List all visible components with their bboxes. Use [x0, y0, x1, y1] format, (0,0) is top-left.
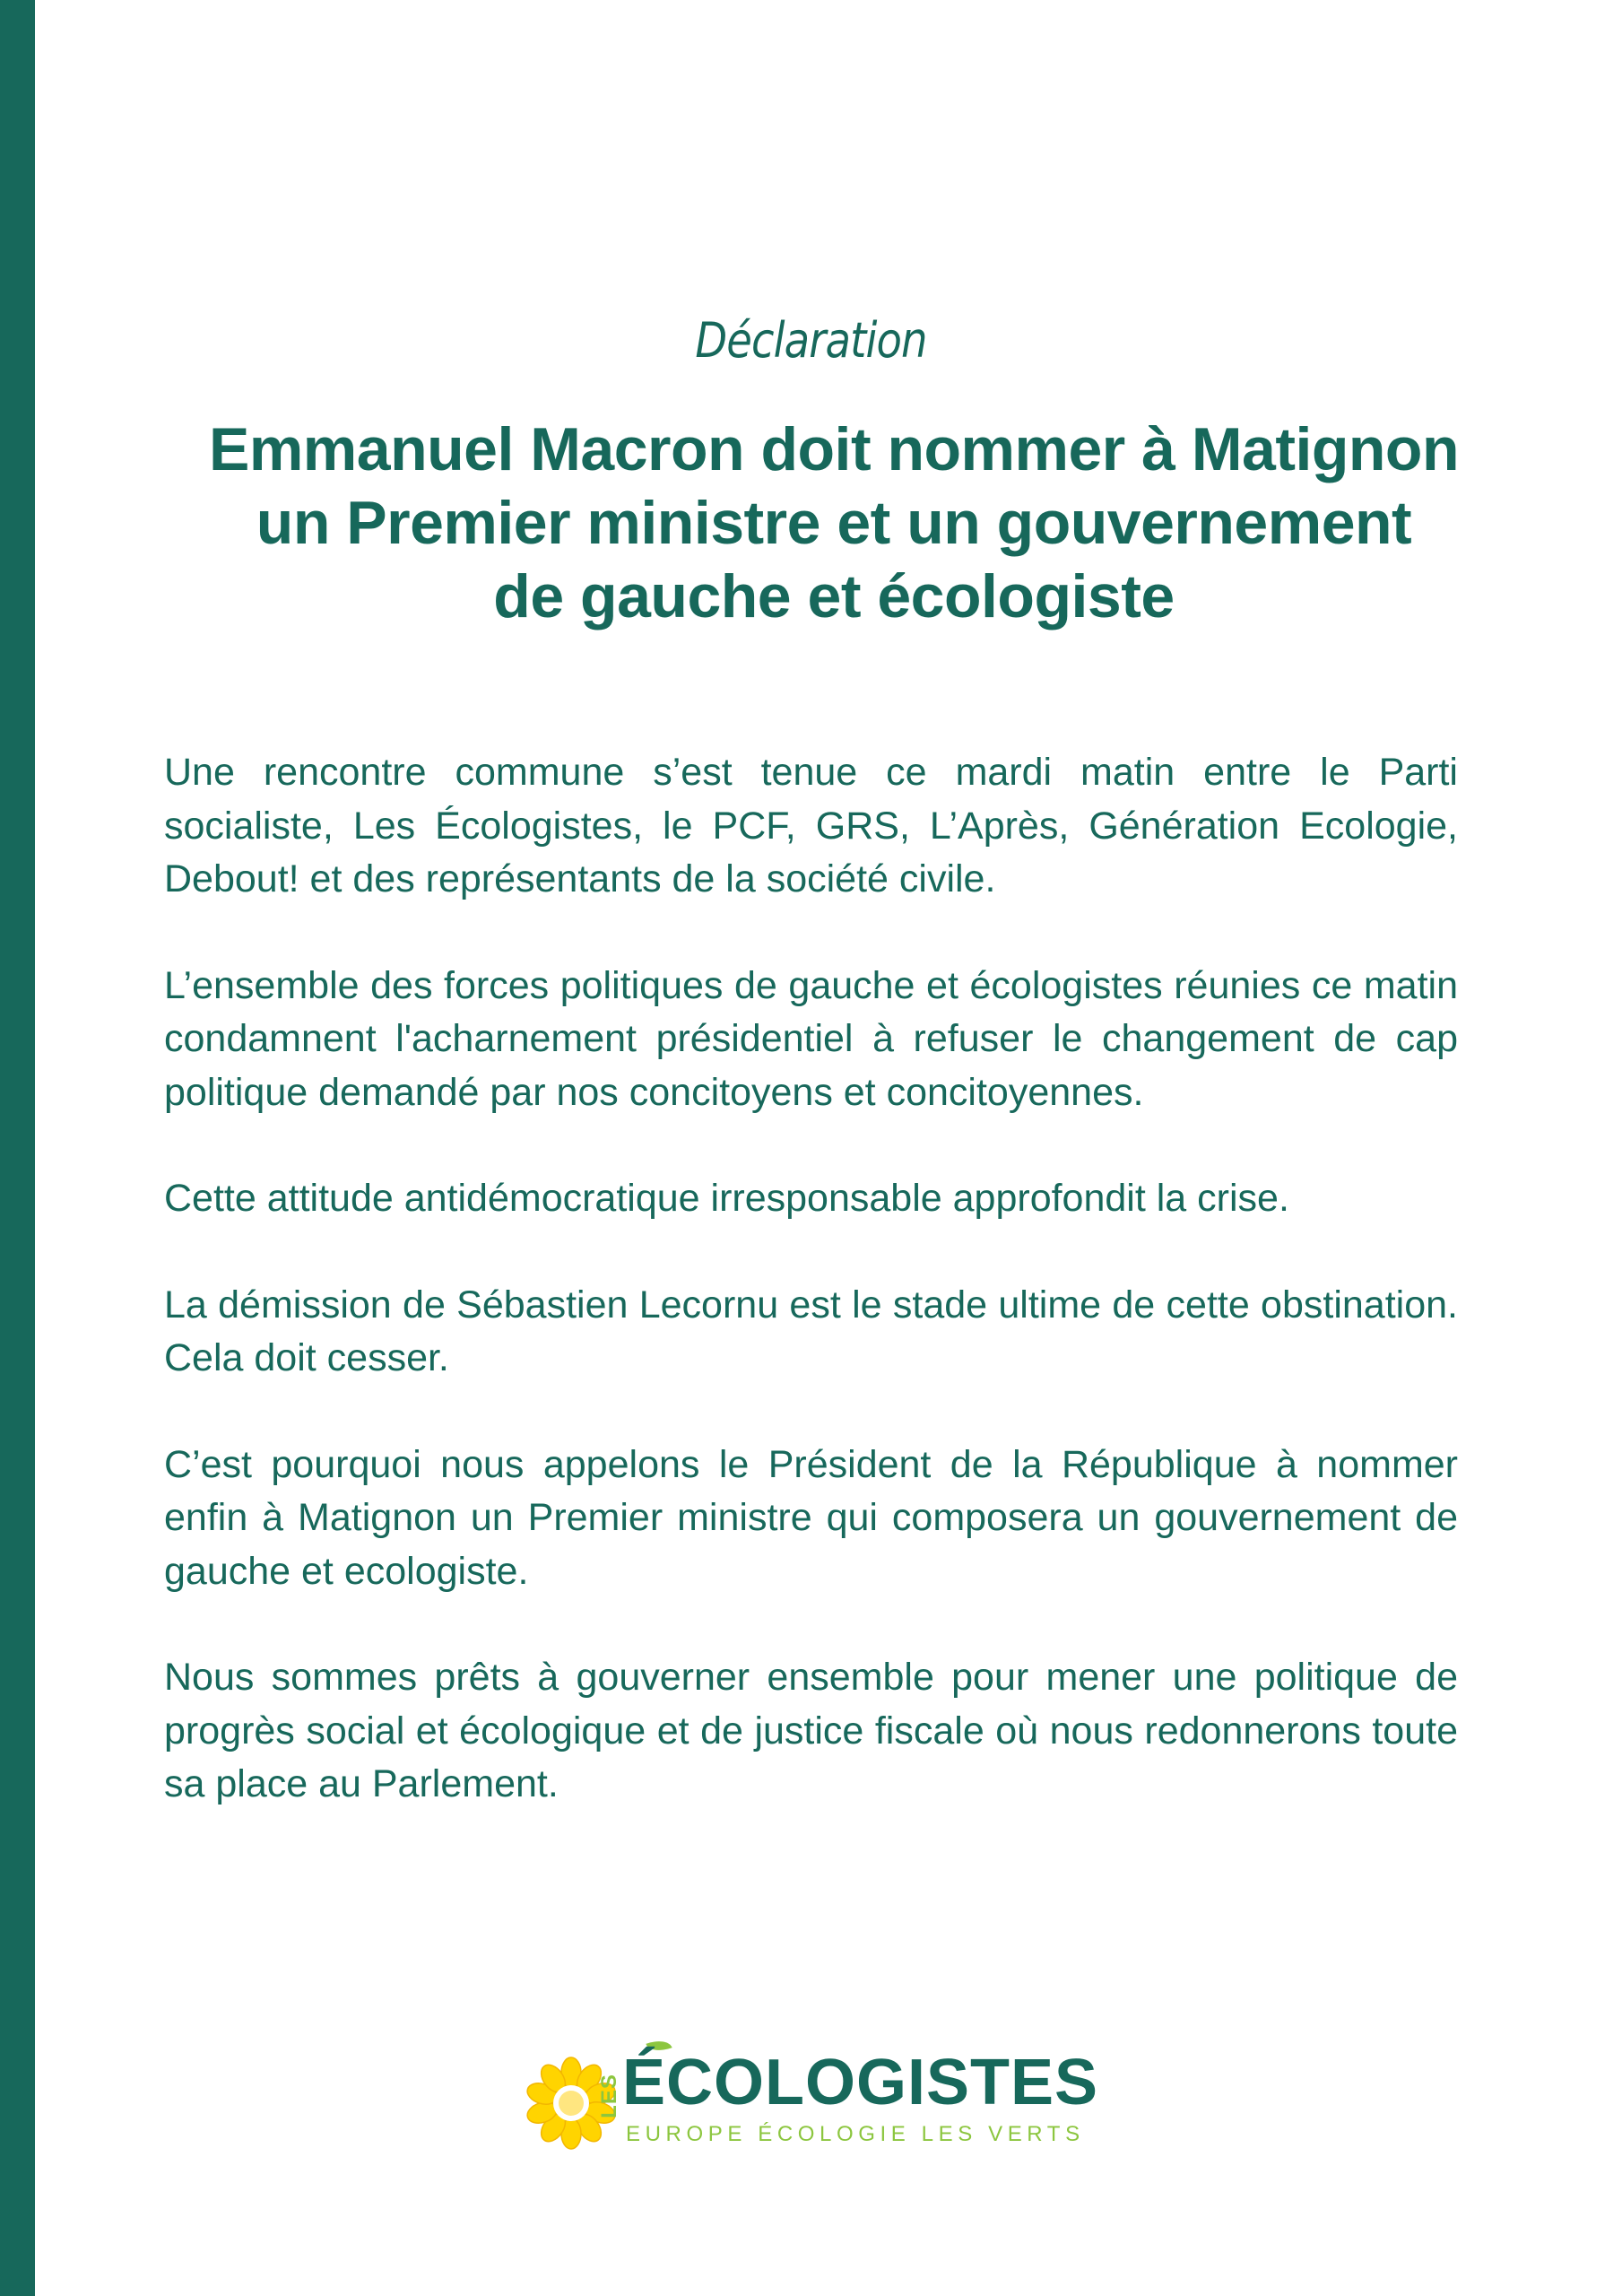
side-accent-bar — [0, 0, 35, 2296]
paragraph-resignation: La démission de Sébastien Lecornu est le stade ultime de cette obstination. Cela doit cesser. — [164, 1283, 1458, 1379]
title-line-3: de gauche et écologiste — [493, 562, 1175, 631]
paragraph-meeting: Une rencontre commune s’est tenue ce mardi matin entre le Parti socialiste, Les Écologistes, le PCF, GRS, L’Après, Génération Ecologie, Debout! et des représentants de la société civile. — [164, 751, 1458, 900]
paragraph-appeal: C’est pourquoi nous appelons le Président de la République à nommer enfin à Matignon un Premier ministre qui composera un gouvernement de gauche et ecologiste. — [164, 1442, 1458, 1593]
paragraph-condemnation: L’ensemble des forces politiques de gauche et écologistes réunies ce matin condamnent l'acharnement présidentiel à refuser le changement de cap politique demandé par nos concitoyens et concitoyennes. — [164, 963, 1458, 1114]
logo-prefix: LES — [597, 2074, 621, 2118]
title-line-2: un Premier ministre et un gouvernement — [256, 489, 1412, 557]
document-type-label: Déclaration — [695, 312, 927, 369]
document-title — [126, 413, 1542, 633]
document-body — [164, 746, 1458, 1865]
title-line-1: Emmanuel Macron doit nommer à Matignon — [208, 415, 1460, 483]
paragraph-readiness: Nous sommes prêts à gouverner ensemble pour mener une politique de progrès social et écologique et de justice fiscale où nous redonnerons toute sa place au Parlement. — [164, 1656, 1458, 1805]
paragraph-attitude: Cette attitude antidémocratique irresponsable approfondit la crise. — [164, 1177, 1289, 1220]
logo-tagline: EUROPE ÉCOLOGIE LES VERTS — [626, 2122, 1085, 2146]
logo-name: ÉCOLOGISTES — [622, 2047, 1099, 2118]
les-ecologistes-logo — [522, 2045, 1105, 2161]
